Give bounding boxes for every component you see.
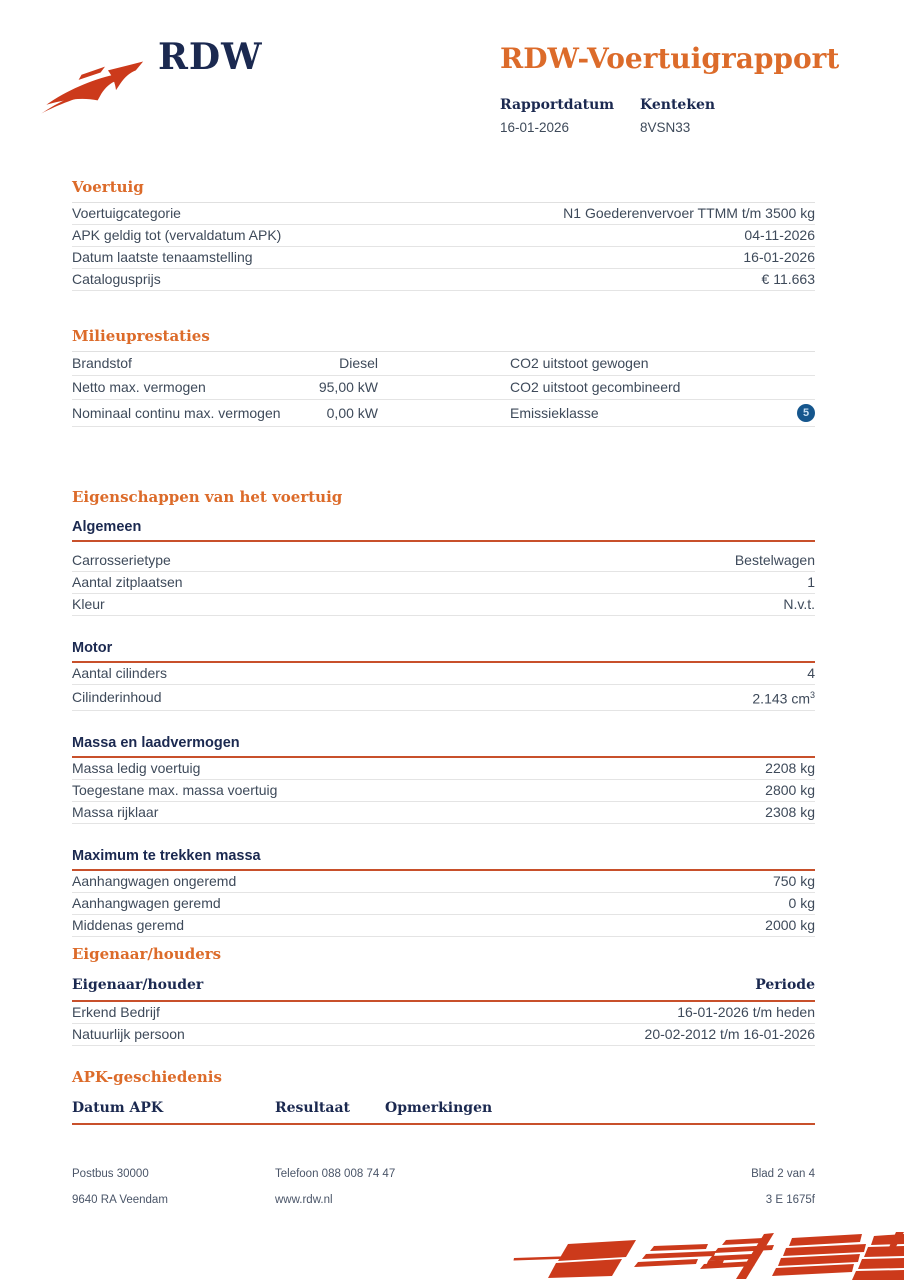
- table-row: [72, 225, 815, 247]
- section-heading-apk: APK-geschiedenis: [72, 1068, 222, 1086]
- row-value: 04-11-2026: [744, 227, 815, 243]
- page-title: RDW-Voertuigrapport: [500, 42, 840, 75]
- subsection-heading: Motor: [72, 640, 815, 663]
- row-label: Massa rijklaar: [72, 803, 159, 820]
- row-label: Aantal zitplaatsen: [72, 574, 183, 590]
- subsection-trekken-massa: [72, 848, 815, 937]
- row-label: CO2 uitstoot gewogen: [510, 355, 649, 371]
- row-label: Datum laatste tenaamstelling: [72, 249, 253, 265]
- section-eigenschappen: [72, 488, 815, 937]
- column-header-datum-apk: Datum APK: [72, 1100, 164, 1116]
- report-meta: [500, 97, 780, 135]
- column-header-owner: Eigenaar/houder: [72, 977, 204, 993]
- kenteken-value: 8VSN33: [640, 120, 691, 135]
- row-label: Aanhangwagen ongeremd: [72, 872, 237, 889]
- page-footer: [72, 1168, 815, 1220]
- row-value: 4: [807, 665, 815, 681]
- table-row: [72, 915, 815, 937]
- footer-contact: [275, 1168, 751, 1220]
- row-value: 2000 kg: [765, 916, 815, 933]
- section-eigenaar-houders: [72, 945, 815, 1046]
- table-row: [72, 871, 815, 893]
- table-row: [72, 802, 815, 824]
- row-value: 750 kg: [772, 872, 815, 889]
- report-date-block: [500, 97, 640, 135]
- row-value: 1: [807, 574, 815, 590]
- table-row: [72, 594, 815, 616]
- table-row: [72, 780, 815, 802]
- row-value: [791, 404, 815, 422]
- report-date-value: 16-01-2026: [500, 120, 570, 135]
- report-date-label: Rapportdatum: [500, 97, 615, 113]
- footer-doc-code: 3 E 1675f: [765, 1194, 815, 1206]
- footer-pagination: [751, 1168, 815, 1220]
- row-label: Cilinderinhoud: [72, 688, 162, 705]
- row-label: Nominaal continu max. vermogen: [72, 404, 281, 421]
- table-row: [72, 1002, 815, 1024]
- footer-phone: Telefoon 088 008 74 47: [275, 1168, 396, 1180]
- section-apk-geschiedenis: [72, 1068, 815, 1125]
- row-label: Aanhangwagen geremd: [72, 894, 221, 911]
- footer-website-link[interactable]: www.rdw.nl: [275, 1194, 333, 1206]
- row-value: 2.143 $cm^3$: [752, 690, 815, 707]
- row-value: 0,00 kW: [326, 404, 378, 421]
- column-header-resultaat: Resultaat: [275, 1100, 350, 1116]
- row-value: Bestelwagen: [734, 552, 815, 568]
- table-row: [72, 269, 815, 291]
- row-label: Voertuigcategorie: [72, 205, 181, 221]
- subsection-algemeen: [72, 519, 815, 616]
- kenteken-label: Kenteken: [640, 97, 716, 113]
- emission-class-badge: 5: [797, 404, 815, 422]
- row-value: 0 kg: [788, 894, 815, 911]
- subsection-heading: Massa en laadvermogen: [72, 735, 815, 758]
- table-row: [72, 572, 815, 594]
- section-heading-eigenaar: Eigenaar/houders: [72, 945, 222, 963]
- subsection-heading: Algemeen: [72, 519, 815, 542]
- table-row: [72, 247, 815, 269]
- table-row: [72, 400, 815, 427]
- owner-period: 16-01-2026 t/m heden: [677, 1004, 815, 1020]
- rdw-wing-logo-icon: [38, 52, 150, 118]
- kenteken-block: [640, 97, 780, 135]
- table-row: [72, 550, 815, 572]
- table-row: [72, 1024, 815, 1046]
- row-label: Middenas geremd: [72, 916, 185, 933]
- footer-page-number: Blad 2 van 4: [751, 1168, 815, 1180]
- row-label: APK geldig tot (vervaldatum APK): [72, 227, 282, 243]
- row-label: Massa ledig voertuig: [72, 759, 201, 776]
- subsection-motor: [72, 640, 815, 711]
- table-row: [72, 893, 815, 915]
- table-row: [72, 203, 815, 225]
- row-label: Catalogusprijs: [72, 271, 161, 287]
- footer-address: [72, 1168, 275, 1220]
- subsection-massa: [72, 735, 815, 824]
- row-label: Emissieklasse: [510, 404, 599, 421]
- section-voertuig: [72, 178, 815, 291]
- row-value: Diesel: [339, 355, 378, 371]
- column-header-period: Periode: [755, 977, 815, 993]
- owner-table-header: [72, 969, 815, 1002]
- table-row: [72, 685, 815, 711]
- section-heading-eigenschappen: Eigenschappen van het voertuig: [72, 488, 343, 506]
- row-value: N.v.t.: [783, 596, 815, 612]
- row-label: Aantal cilinders: [72, 665, 167, 681]
- row-value: € 11.663: [761, 271, 815, 287]
- row-label: Netto max. vermogen: [72, 379, 206, 395]
- owner-name: Natuurlijk persoon: [72, 1026, 185, 1042]
- section-heading-milieuprestaties: Milieuprestaties: [72, 327, 815, 352]
- row-label: Brandstof: [72, 355, 132, 371]
- footer-address-line1: Postbus 30000: [72, 1168, 149, 1180]
- row-value: 95,00 kW: [318, 379, 378, 395]
- apk-table-header: [72, 1092, 815, 1125]
- rdw-logo-text: RDW: [158, 36, 263, 78]
- footer-address-line2: 9640 RA Veendam: [72, 1194, 168, 1206]
- column-header-opmerkingen: Opmerkingen: [385, 1100, 493, 1116]
- row-value: 2208 kg: [765, 759, 815, 776]
- row-label: Toegestane max. massa voertuig: [72, 781, 278, 798]
- table-row: [72, 352, 815, 376]
- table-row: [72, 758, 815, 780]
- row-value: 16-01-2026: [743, 249, 815, 265]
- row-value: N1 Goederenvervoer TTMM t/m 3500 kg: [563, 205, 815, 221]
- table-row: [72, 376, 815, 400]
- row-value: 2800 kg: [765, 781, 815, 798]
- subsection-heading: Maximum te trekken massa: [72, 848, 815, 871]
- table-row: [72, 663, 815, 685]
- section-milieuprestaties: [72, 327, 815, 427]
- row-value: 2308 kg: [765, 803, 815, 820]
- rdw-speed-graphic-icon: [512, 1232, 904, 1280]
- row-label: CO2 uitstoot gecombineerd: [510, 379, 681, 395]
- owner-period: 20-02-2012 t/m 16-01-2026: [644, 1026, 815, 1042]
- row-label: Carrosserietype: [72, 552, 171, 568]
- section-heading-voertuig: Voertuig: [72, 178, 815, 203]
- owner-name: Erkend Bedrijf: [72, 1004, 160, 1020]
- row-label: Kleur: [72, 596, 105, 612]
